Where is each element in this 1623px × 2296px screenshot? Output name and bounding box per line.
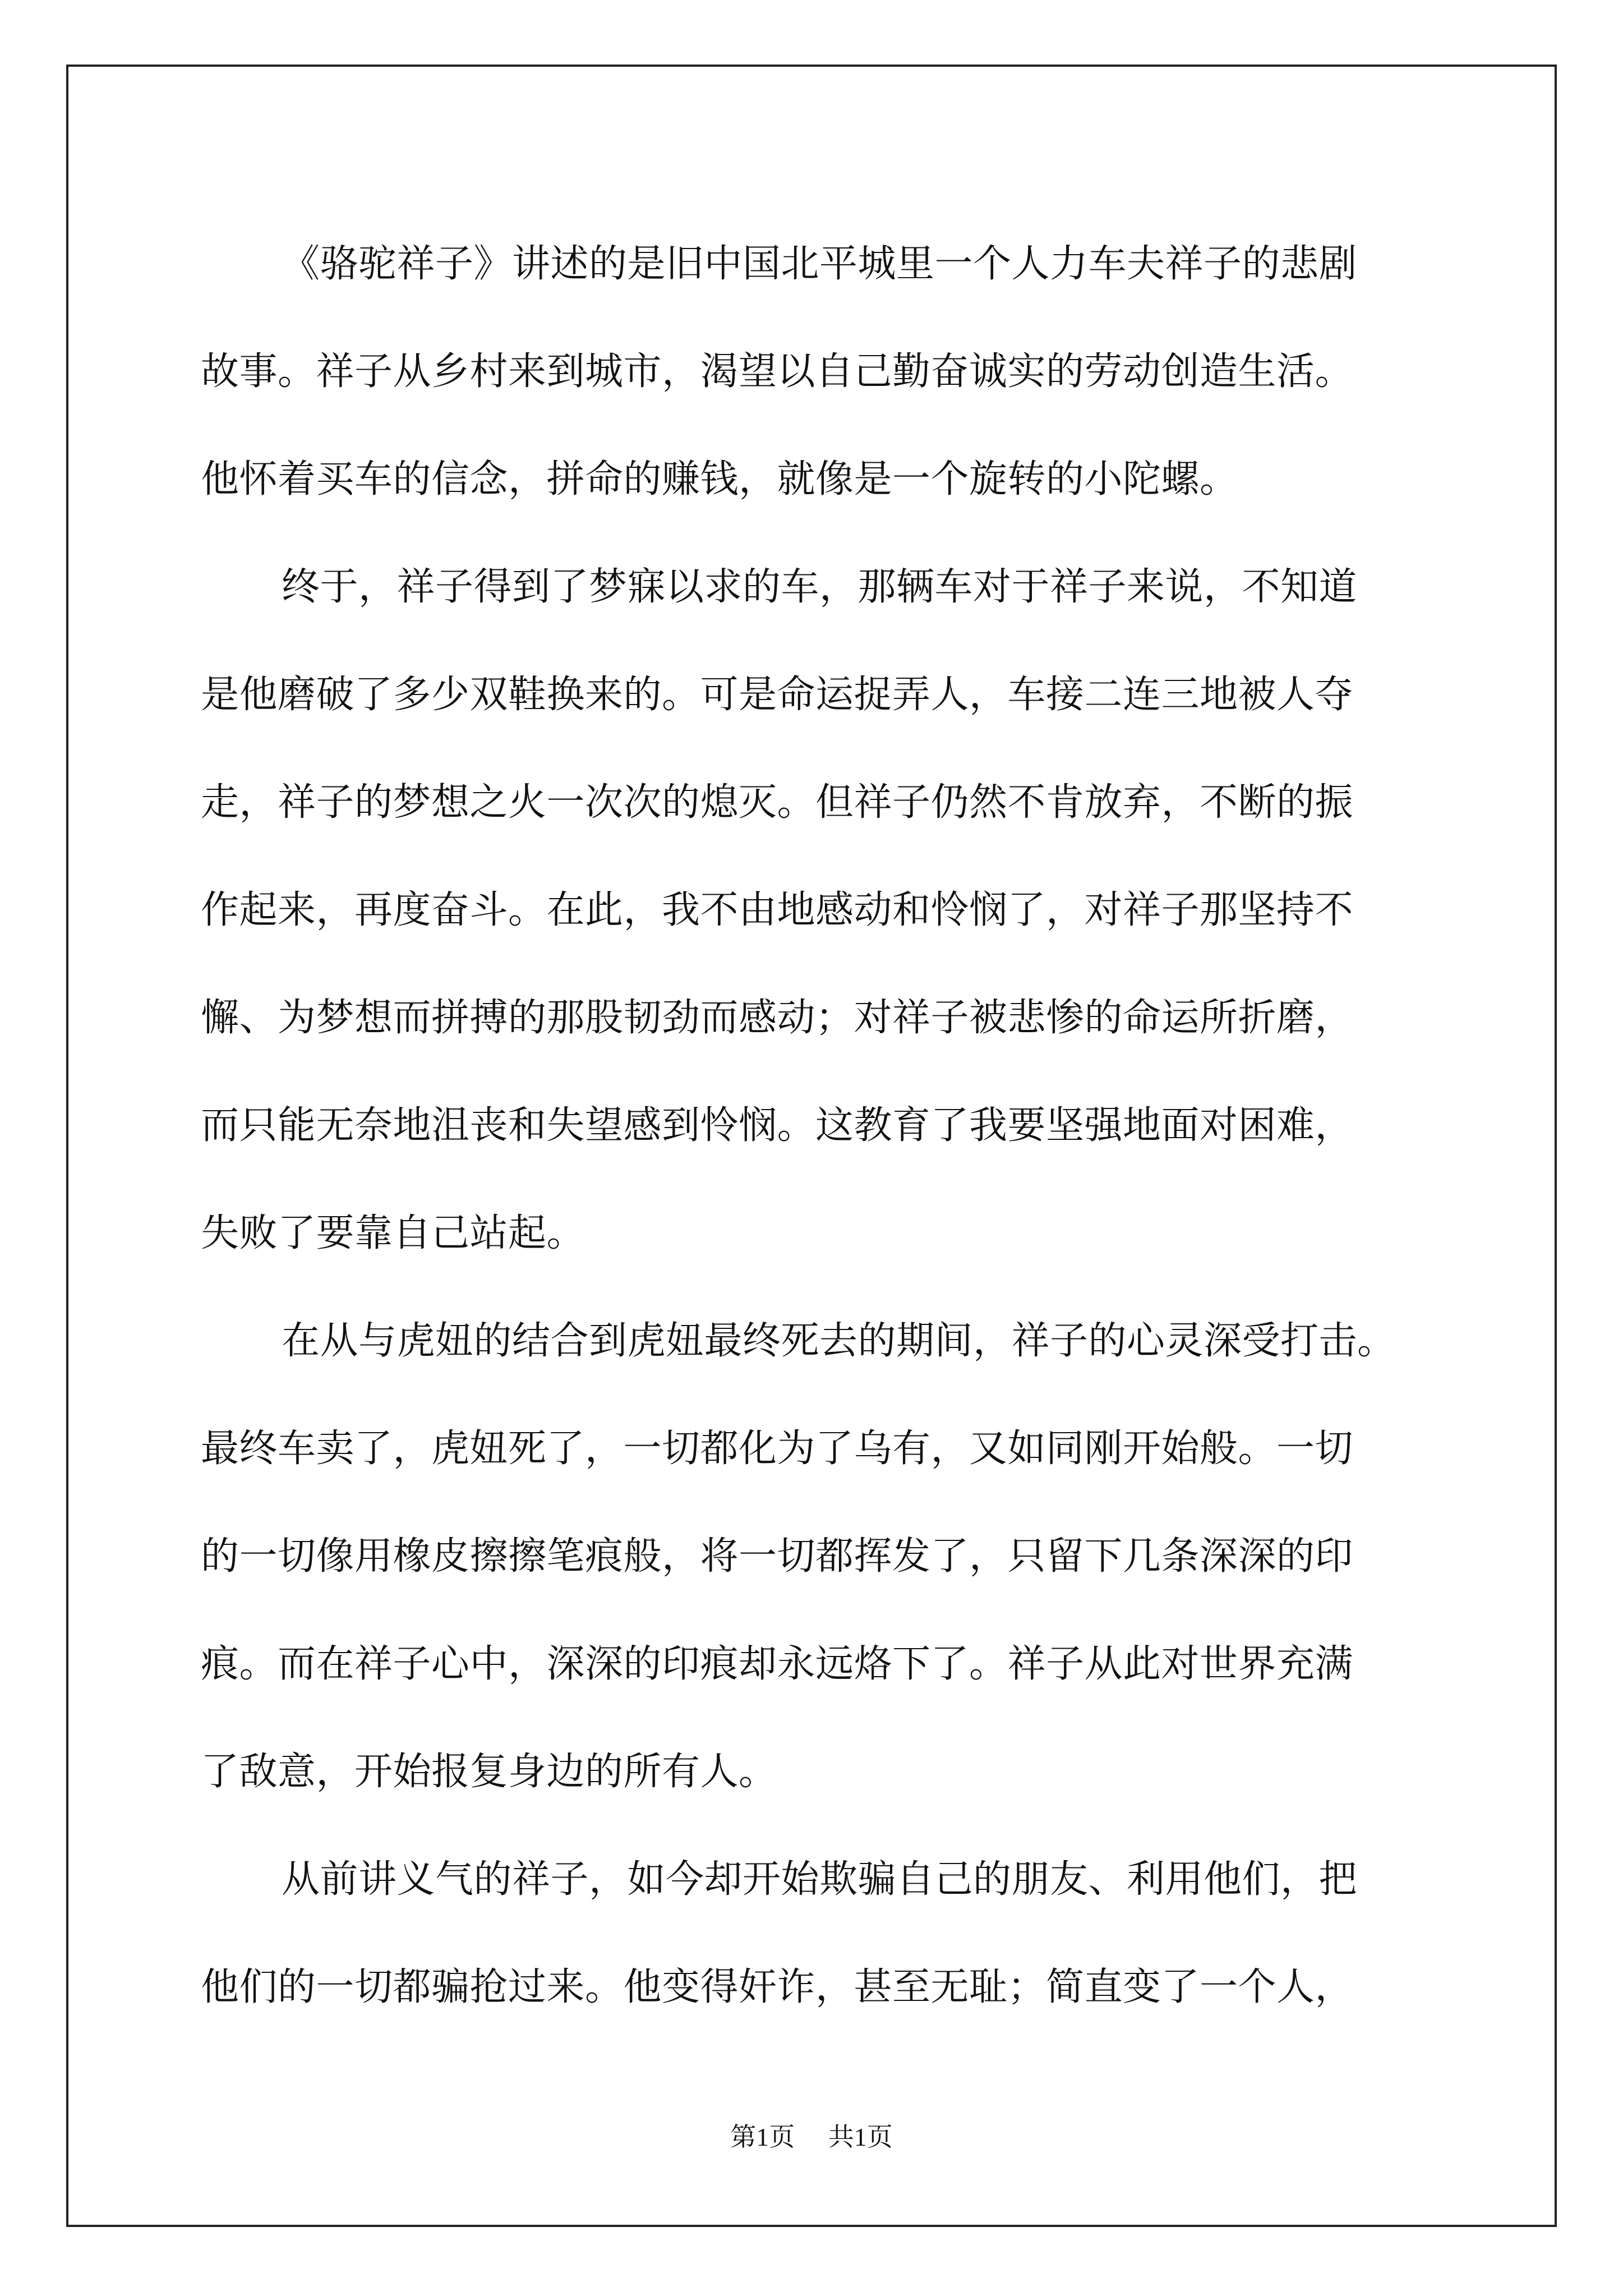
paragraph-3-line-5: 了敌意，开始报复身边的所有人。 <box>201 1750 777 1794</box>
paragraph-1-line-1: 《骆驼祥子》讲述的是旧中国北平城里一个人力车夫祥子的悲剧 <box>282 242 1358 286</box>
paragraph-3-line-4: 痕。而在祥子心中，深深的印痕却永远烙下了。祥子从此对世界充满 <box>201 1642 1354 1686</box>
paragraph-2-line-6: 而只能无奈地沮丧和失望感到怜悯。这教育了我要坚强地面对困难， <box>201 1103 1354 1148</box>
paragraph-2-line-3: 走，祥子的梦想之火一次次的熄灭。但祥子仍然不肯放弃，不断的振 <box>201 780 1354 825</box>
paragraph-2-line-4: 作起来，再度奋斗。在此，我不由地感动和怜悯了，对祥子那坚持不 <box>201 888 1354 932</box>
paragraph-2-line-2: 是他磨破了多少双鞋换来的。可是命运捉弄人，车接二连三地被人夺 <box>201 673 1354 717</box>
paragraph-1-line-2: 故事。祥子从乡村来到城市，渴望以自己勤奋诚实的劳动创造生活。 <box>201 349 1354 394</box>
paragraph-1-line-3: 他怀着买车的信念，拼命的赚钱，就像是一个旋转的小陀螺。 <box>201 457 1238 501</box>
paragraph-4-line-2: 他们的一切都骗抢过来。他变得奸诈，甚至无耻；简直变了一个人， <box>201 1965 1354 2009</box>
document-body <box>201 210 1463 2041</box>
page-total: 共1页 <box>828 2123 893 2151</box>
paragraph-4-line-1: 从前讲义气的祥子，如今却开始欺骗自己的朋友、利用他们，把 <box>282 1857 1358 1902</box>
paragraph-2-line-7: 失败了要靠自己站起。 <box>201 1211 585 1255</box>
paragraph-3-line-2: 最终车卖了，虎妞死了，一切都化为了乌有，又如同刚开始般。一切 <box>201 1427 1354 1471</box>
page-number: 第1页 <box>730 2123 795 2151</box>
paragraph-3-line-3: 的一切像用橡皮擦擦笔痕般，将一切都挥发了，只留下几条深深的印 <box>201 1534 1354 1579</box>
page-footer <box>0 2120 1623 2154</box>
paragraph-3-line-1: 在从与虎妞的结合到虎妞最终死去的期间，祥子的心灵深受打击。 <box>282 1319 1396 1363</box>
paragraph-2-line-1: 终于，祥子得到了梦寐以求的车，那辆车对于祥子来说，不知道 <box>282 565 1358 609</box>
paragraph-2-line-5: 懈、为梦想而拼搏的那股韧劲而感动；对祥子被悲惨的命运所折磨， <box>201 996 1354 1040</box>
